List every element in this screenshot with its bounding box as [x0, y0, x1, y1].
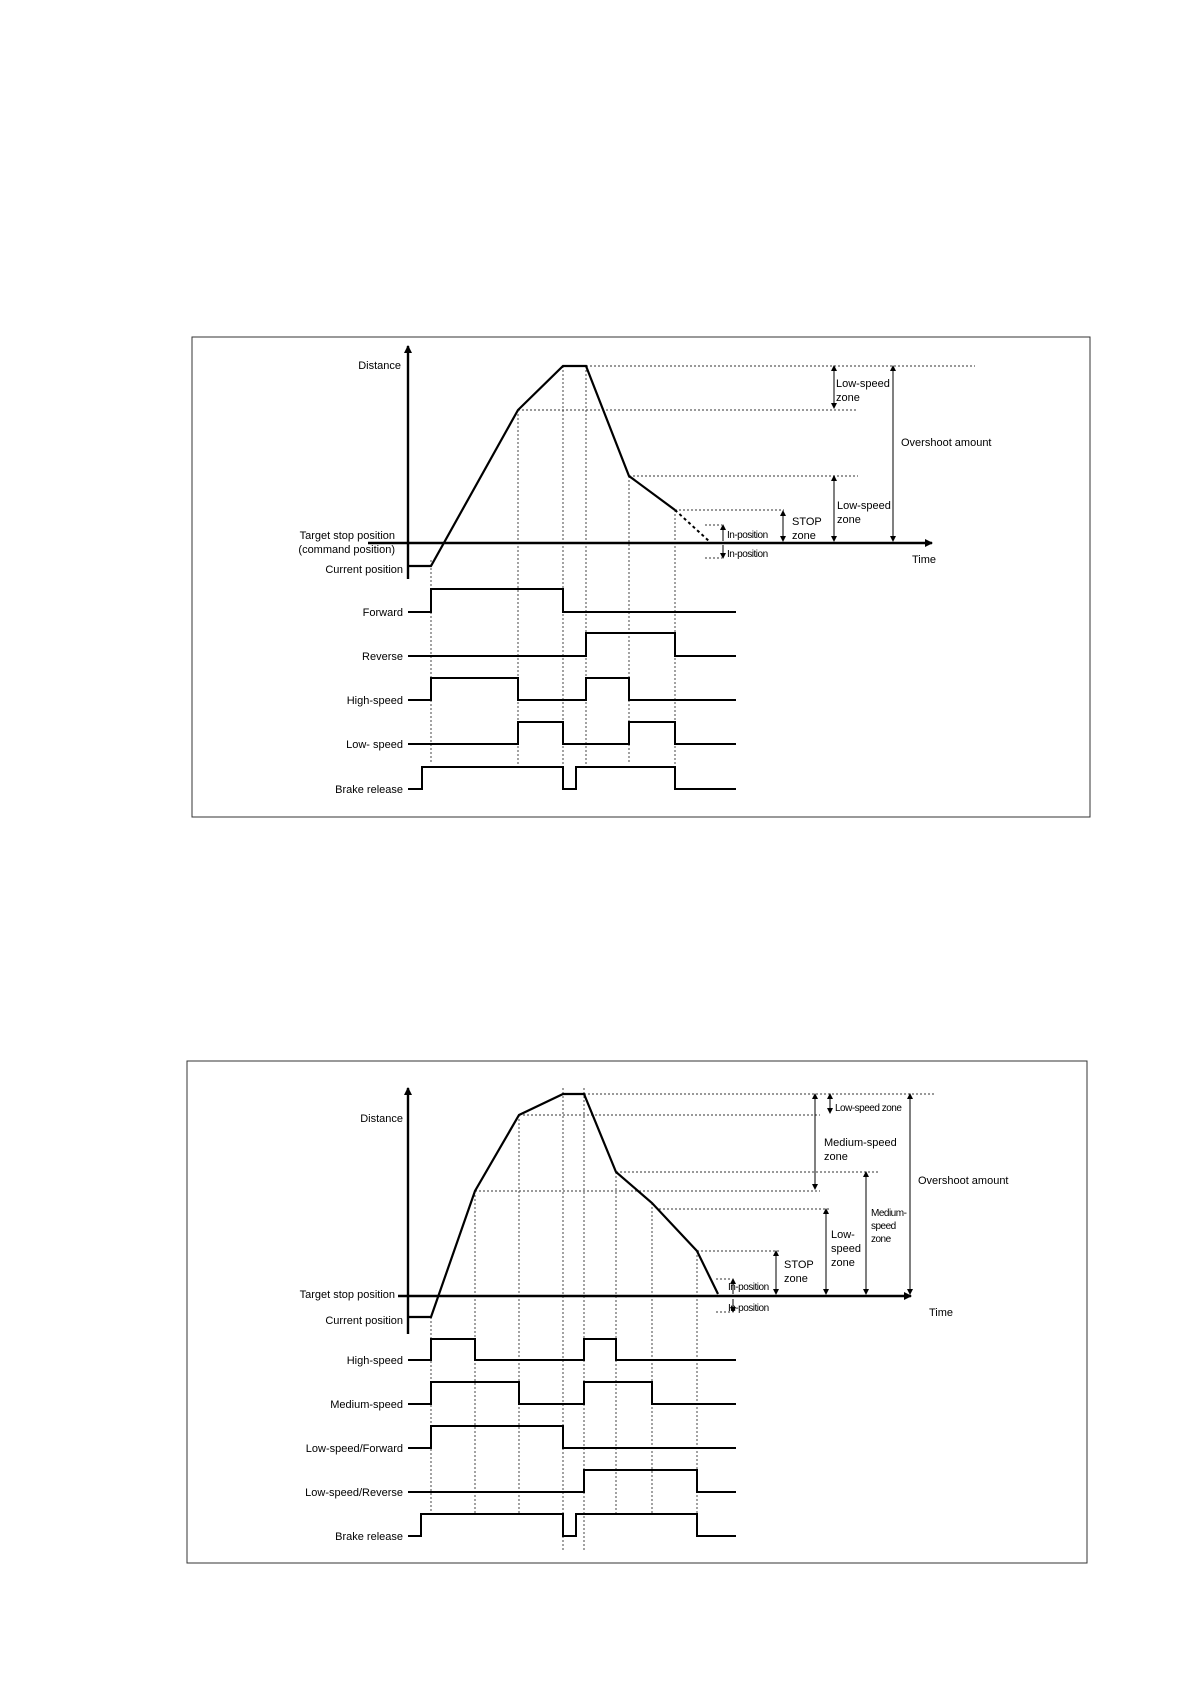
diagram-1-in-position-lower-label: In-position [727, 549, 768, 560]
diagram-1-signal-reverse-label: Reverse [362, 651, 403, 663]
diagram-1-low-speed-zone-bottom-label-2: zone [837, 514, 861, 526]
diagram-1-y-axis-label: Distance [358, 360, 401, 372]
diagram-2-signal-low-speed-reverse [408, 1470, 736, 1492]
diagram-2-signal-medium-speed [408, 1382, 736, 1404]
diagram-2-target-stop-label: Target stop position [299, 1289, 395, 1301]
diagram-1-signal-forward [408, 589, 736, 612]
diagram-2-signal-high-speed [408, 1339, 736, 1360]
diagram-1 [192, 337, 1090, 817]
diagram-2-in-position-upper-label: In-position [728, 1282, 769, 1293]
diagram-2-signal-brake-release-label: Brake release [335, 1531, 403, 1543]
diagram-2-stop-zone-label-2: zone [784, 1273, 808, 1285]
diagram-2-medium-speed-zone-right-label-2: speed [871, 1221, 896, 1232]
diagram-2-overshoot-label: Overshoot amount [918, 1175, 1009, 1187]
diagram-2 [187, 1061, 1087, 1563]
diagram-1-signal-reverse [408, 633, 736, 656]
diagram-1-stop-zone-label-1: STOP [792, 516, 822, 528]
diagram-1-signal-high-speed [408, 678, 736, 700]
diagram-2-x-axis-label: Time [929, 1307, 954, 1319]
diagram-1-current-position-label: Current position [325, 564, 403, 576]
diagram-2-y-axis-label: Distance [360, 1113, 403, 1125]
diagram-1-signal-low-speed [408, 722, 736, 744]
diagram-1-signal-brake-release-label: Brake release [335, 784, 403, 796]
diagram-1-frame [192, 337, 1090, 817]
diagram-1-x-axis-label: Time [912, 554, 937, 566]
diagram-1-overshoot-label: Overshoot amount [901, 437, 992, 449]
diagram-2-medium-speed-zone-top-label-2: zone [824, 1151, 848, 1163]
diagram-2-stop-zone-label-1: STOP [784, 1259, 814, 1271]
diagram-1-low-speed-zone-top-label-1: Low-speed [836, 378, 890, 390]
diagram-2-in-position-lower-label: In-position [728, 1303, 769, 1314]
diagram-2-guide-lines [431, 1088, 935, 1551]
diagram-2-signal-brake-release [408, 1514, 736, 1536]
diagram-1-stop-zone-label-2: zone [792, 530, 816, 542]
diagram-2-signal-low-speed-reverse-label: Low-speed/Reverse [305, 1487, 403, 1499]
diagram-2-low-speed-zone-mid-label-2: speed [831, 1243, 861, 1255]
diagram-2-low-speed-zone-mid-label-3: zone [831, 1257, 855, 1269]
diagram-2-current-position-label: Current position [325, 1315, 403, 1327]
diagram-2-signal-low-speed-forward-label: Low-speed/Forward [305, 1443, 403, 1455]
diagram-2-low-speed-zone-top-label: Low-speed zone [835, 1103, 902, 1114]
diagram-2-low-speed-zone-mid-label-1: Low- [831, 1229, 855, 1241]
diagram-1-signal-low-speed-label: Low- speed [346, 739, 403, 751]
diagram-2-medium-speed-zone-top-label-1: Medium-speed [824, 1137, 897, 1149]
diagram-1-signal-brake-release [408, 767, 736, 789]
diagram-2-signal-low-speed-forward [408, 1426, 736, 1448]
diagram-2-signal-medium-speed-label: Medium-speed [330, 1399, 403, 1411]
diagram-1-low-speed-zone-top-label-2: zone [836, 392, 860, 404]
diagram-1-distance-curve [408, 366, 675, 566]
diagram-2-medium-speed-zone-right-label-1: Medium- [871, 1208, 907, 1219]
diagram-1-command-position-label: (command position) [298, 544, 395, 556]
diagram-1-in-position-upper-label: In-position [727, 530, 768, 541]
diagram-1-low-speed-zone-bottom-label-1: Low-speed [837, 500, 891, 512]
diagram-2-medium-speed-zone-right-label-3: zone [871, 1234, 891, 1245]
diagram-1-signal-high-speed-label: High-speed [346, 695, 403, 707]
diagram-1-target-stop-label: Target stop position [299, 530, 395, 542]
diagram-1-signal-forward-label: Forward [362, 607, 403, 619]
diagram-2-signal-high-speed-label: High-speed [346, 1355, 403, 1367]
diagram-1-projected-path [675, 510, 710, 542]
